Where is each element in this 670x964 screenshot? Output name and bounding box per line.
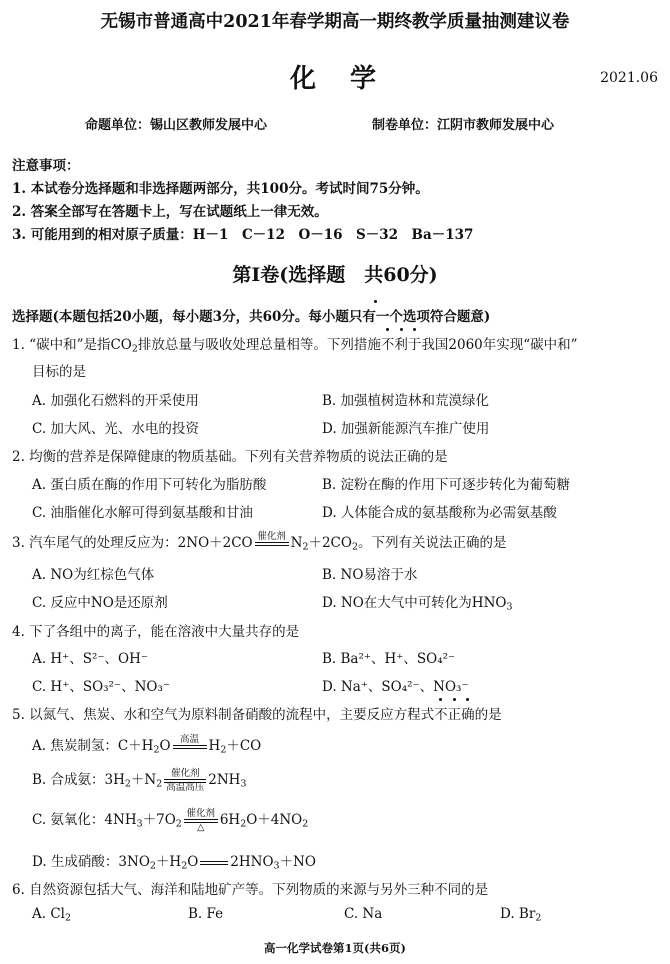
- emphasis-dot: 于: [408, 333, 422, 353]
- q1-stem-line2: 目标的是: [32, 364, 86, 380]
- q2-option-a: A. 蛋白质在酶的作用下可转化为脂肪酸: [32, 477, 267, 493]
- q1-option-d: D. 加强新能源汽车推广使用: [322, 421, 490, 437]
- q5-stem: 5. 以氮气、焦炭、水和空气为原料制备硝酸的流程中，主要反应方程式不正确的是: [12, 703, 658, 723]
- q5-option-c: C. 氨氧化：$4NH_3+7O_2$ 催化剂 △ $6H_2O+4NO_2$: [32, 808, 309, 833]
- q5-option-d: D. 生成硝酸：$3NO_2+H_2O$ $2HNO_3+NO$: [32, 854, 316, 872]
- emphasis-dot: 确: [461, 703, 475, 723]
- q5-option-b: B. 合成氨：$3H_2+N_2$ 催化剂 高温高压 $2NH_3$: [32, 768, 247, 793]
- q4-option-b: B. Ba²⁺、H⁺、SO₄²⁻: [322, 651, 456, 667]
- emphasis-dot: 利: [394, 333, 408, 353]
- q2-option-c: C. 油脂催化水解可得到氨基酸和甘油: [32, 505, 253, 521]
- catalyst-heat-arrow: 催化剂 △: [184, 809, 218, 832]
- equals-sign: [200, 861, 228, 865]
- emphasis-dot: 不: [381, 333, 395, 353]
- q3-option-d: D. NO在大气中可转化为$HNO_3$: [322, 595, 513, 613]
- q6-option-a: A. $Cl_2$: [32, 906, 71, 924]
- q4-option-a: A. H⁺、S²⁻、OH⁻: [32, 651, 148, 667]
- q4-option-d: D. Na⁺、SO₄²⁻、NO₃⁻: [322, 679, 469, 695]
- subject-title: 化 学: [289, 64, 380, 94]
- q1-option-c: C. 加大风、光、水电的投资: [32, 421, 199, 437]
- q1-stem: 1. “碳中和”是指$CO_2$排放总量与吸收处理总量相等。下列措施不利于我国2060年实现“碳中和”: [12, 333, 658, 354]
- note-2: 2. 答案全部写在答题卡上，写在试题纸上一律无效。: [12, 204, 328, 220]
- q2-stem: 2. 均衡的营养是保障健康的物质基础。下列有关营养物质的说法正确的是: [12, 449, 448, 465]
- notes-heading: 注意事项：: [12, 158, 80, 174]
- q5-option-a: A. 焦炭制氢：$C+H_2O$ 高温 $H_2+CO$: [32, 734, 261, 758]
- section-intro: 选择题(本题包括20小题，每小题3分，共60分。每小题只有一个选项符合题意): [12, 305, 658, 325]
- q3-option-a: A. NO为红棕色气体: [32, 567, 155, 583]
- page-footer: 高一化学试卷第1页(共6页): [264, 941, 406, 955]
- note-1: 1. 本试卷分选择题和非选择题两部分，共100分。考试时间75分钟。: [12, 181, 429, 197]
- q3-stem: 3. 汽车尾气的处理反应为：2NO＋2CO 催化剂 $N_2+2CO_2$。下列有关说法正确的是: [12, 531, 658, 555]
- q3-option-b: B. NO易溶于水: [322, 567, 418, 583]
- q1-option-b: B. 加强植树造林和荒漠绿化: [322, 393, 490, 409]
- emphasis-dot: 正: [448, 703, 462, 723]
- q3-option-c: C. 反应中NO是还原剂: [32, 595, 168, 611]
- exam-title: 无锡市普通高中2021年春学期高一期终教学质量抽测建议卷: [100, 12, 570, 32]
- only-one-emphasis: 只有一个: [349, 309, 403, 325]
- q6-option-b: B. Fe: [188, 906, 224, 922]
- reversible-arrow: 催化剂 高温高压: [166, 768, 205, 793]
- q6-option-c: C. Na: [344, 906, 383, 922]
- q6-option-d: D. $Br_2$: [500, 906, 542, 924]
- q4-stem: 4. 下了各组中的离子，能在溶液中大量共存的是: [12, 624, 300, 640]
- maker-unit: 制卷单位：江阴市教师发展中心: [372, 118, 555, 133]
- emphasis-dot: 不: [434, 703, 448, 723]
- high-temp-arrow: 高温: [173, 735, 207, 758]
- q1-option-a: A. 加强化石燃料的开采使用: [32, 393, 199, 409]
- q2-option-d: D. 人体能合成的氨基酸称为必需氨基酸: [322, 505, 557, 521]
- exam-date: 2021.06: [600, 70, 658, 86]
- section-title: 第Ⅰ卷(选择题 共60分): [232, 264, 438, 286]
- note-3: 3. 可能用到的相对原子质量：H－1 C－12 O－16 S－32 Ba－137: [12, 227, 474, 243]
- setter-unit: 命题单位：锡山区教师发展中心: [85, 118, 268, 133]
- q2-option-b: B. 淀粉在酶的作用下可逐步转化为葡萄糖: [322, 477, 571, 493]
- q4-option-c: C. H⁺、SO₃²⁻、NO₃⁻: [32, 679, 171, 695]
- q6-stem: 6. 自然资源包括大气、海洋和陆地矿产等。下列物质的来源与另外三种不同的是: [12, 882, 489, 898]
- catalyst-arrow: 催化剂: [255, 532, 289, 555]
